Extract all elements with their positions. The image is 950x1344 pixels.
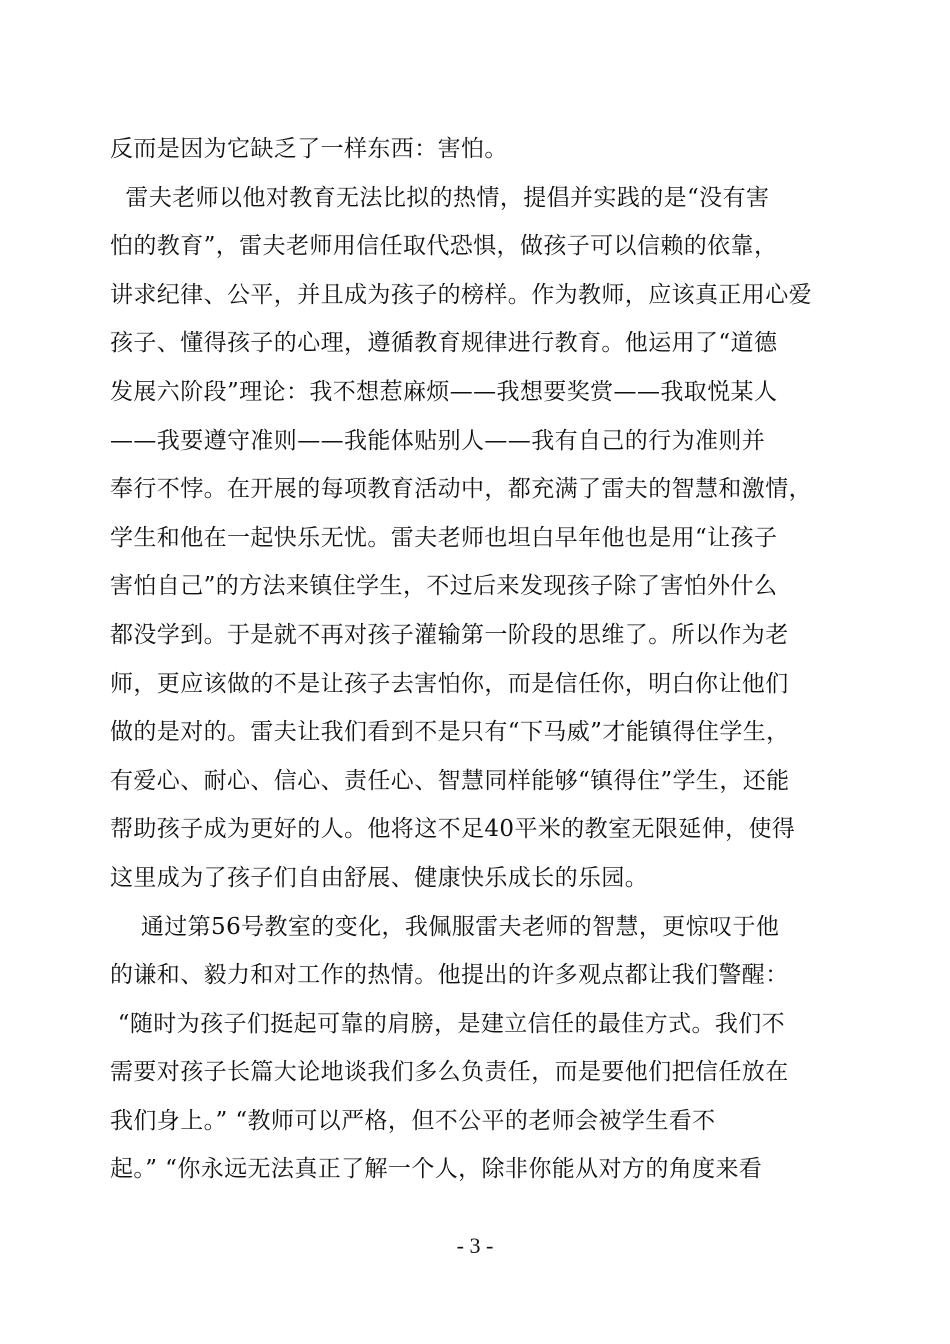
text-line: 反而是因为它缺乏了一样东西：害怕。 bbox=[110, 136, 508, 162]
text-line: “随时为孩子们挺起可靠的肩膀，是建立信任的最佳方式。我们不 bbox=[110, 1010, 786, 1037]
text-line: ——我要遵守准则——我能体贴别人——我有自己的行为准则并 bbox=[110, 427, 766, 454]
text-line: 师，更应该做的不是让孩子去害怕你，而是信任你，明白你让他们 bbox=[110, 670, 789, 697]
text-line: 有爱心、耐心、信心、责任心、智慧同样能够“镇得住”学生，还能 bbox=[110, 767, 790, 794]
text-line: 孩子、懂得孩子的心理，遵循教育规律进行教育。他运用了“道德 bbox=[110, 330, 778, 357]
text-line: 做的是对的。雷夫让我们看到不是只有“下马威”才能镇得住学生， bbox=[110, 719, 790, 746]
text-line: 这里成为了孩子们自由舒展、健康快乐成长的乐园。 bbox=[110, 864, 649, 891]
text-line: 我们身上。” “教师可以严格，但不公平的老师会被学生看不 bbox=[110, 1107, 716, 1134]
text-line: 雷夫老师以他对教育无法比拟的热情，提倡并实践的是“没有害 bbox=[110, 184, 770, 211]
text-line: 奉行不悖。在开展的每项教育活动中，都充满了雷夫的智慧和激情， bbox=[110, 476, 812, 503]
text-line: 学生和他在一起快乐无忧。雷夫老师也坦白早年他也是用“让孩子 bbox=[110, 524, 778, 551]
text-line: 讲求纪律、公平，并且成为孩子的榜样。作为教师，应该真正用心爱 bbox=[110, 281, 812, 308]
text-line: 怕的教育”，雷夫老师用信任取代恐惧，做孩子可以信赖的依靠， bbox=[110, 233, 778, 260]
text-line: 的谦和、毅力和对工作的热情。他提出的许多观点都让我们警醒： bbox=[110, 962, 789, 989]
body-text bbox=[110, 125, 850, 1194]
text-line: 通过第56号教室的变化，我佩服雷夫老师的智慧，更惊叹于他 bbox=[110, 913, 780, 940]
text-line: 都没学到。于是就不再对孩子灌输第一阶段的思维了。所以作为老 bbox=[110, 621, 789, 648]
text-line: 需要对孩子长篇大论地谈我们多么负责任，而是要他们把信任放在 bbox=[110, 1059, 789, 1086]
text-line: 发展六阶段”理论：我不想惹麻烦——我想要奖赏——我取悦某人 bbox=[110, 378, 778, 405]
text-line: 帮助孩子成为更好的人。他将这不足40平米的教室无限延伸，使得 bbox=[110, 816, 796, 843]
text-line: 害怕自己”的方法来镇住学生，不过后来发现孩子除了害怕外什么 bbox=[110, 573, 778, 600]
text-line: 起。” “你永远无法真正了解一个人，除非你能从对方的角度来看 bbox=[110, 1156, 763, 1183]
page-number: - 3 - bbox=[456, 1233, 494, 1258]
